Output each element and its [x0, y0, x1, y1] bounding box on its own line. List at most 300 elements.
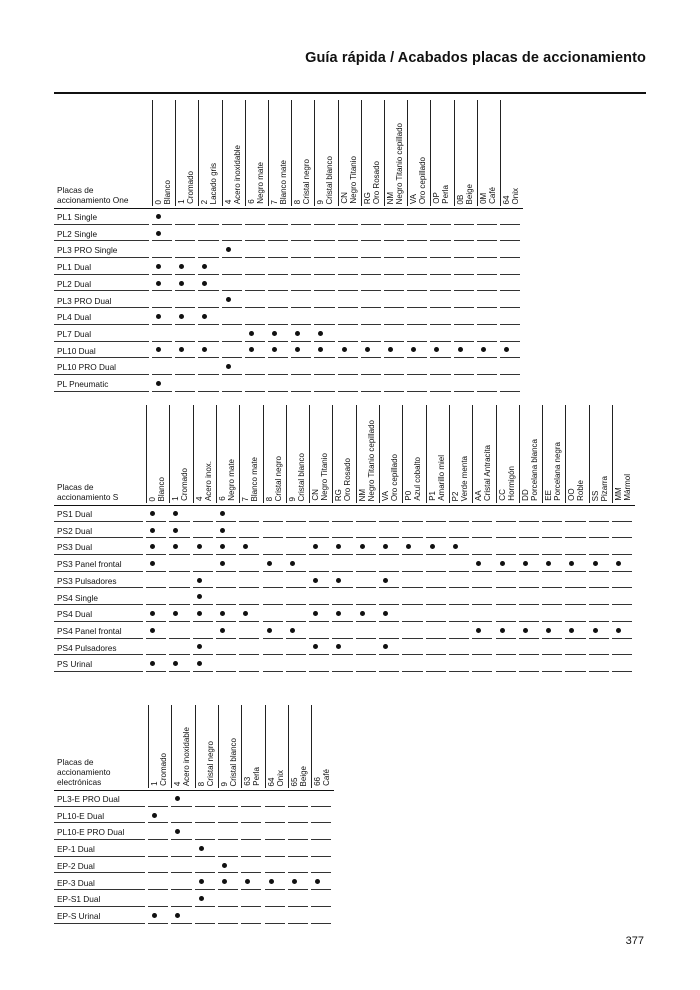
availability-dot — [336, 611, 341, 616]
availability-dot — [295, 347, 300, 352]
column-header — [454, 100, 477, 204]
column-header — [265, 705, 288, 786]
availability-dot — [222, 879, 227, 884]
row-label: PS Urinal — [57, 659, 93, 670]
table-header-label: Placas de accionamiento electrónicas — [57, 757, 111, 787]
row-label: EP-1 Dual — [57, 844, 95, 855]
availability-dot — [295, 331, 300, 336]
row-rule — [195, 923, 215, 924]
availability-dot — [152, 813, 157, 818]
row-rule — [146, 671, 166, 672]
availability-dot — [290, 628, 295, 633]
availability-dot — [434, 347, 439, 352]
finish-table-s — [54, 405, 635, 674]
table-row — [54, 907, 334, 924]
availability-dot — [199, 879, 204, 884]
column-header — [171, 705, 194, 786]
column-header — [402, 405, 425, 501]
row-label: PS4 Panel frontal — [57, 625, 122, 636]
row-label: PL10-E PRO Dual — [57, 827, 125, 838]
row-rule — [218, 923, 238, 924]
availability-dot — [156, 264, 161, 269]
table-row — [54, 505, 635, 522]
availability-dot — [267, 628, 272, 633]
availability-dot — [226, 297, 231, 302]
row-label: EP-3 Dual — [57, 877, 95, 888]
row-label: PL2 Single — [57, 228, 98, 239]
column-header-text: CN Negro Titanio — [339, 156, 358, 204]
availability-dot — [318, 331, 323, 336]
availability-dot — [336, 644, 341, 649]
row-label: PL3 PRO Dual — [57, 295, 112, 306]
row-rule — [426, 671, 446, 672]
column-header-text: MM Mármol — [614, 474, 632, 501]
availability-dot — [179, 264, 184, 269]
row-rule — [198, 391, 218, 392]
column-header-text: P0 Azul cobalto — [404, 457, 423, 501]
column-header — [426, 405, 449, 501]
availability-dot — [313, 578, 318, 583]
column-header — [169, 405, 192, 501]
availability-dot — [411, 347, 416, 352]
row-label: PS4 Pulsadores — [57, 642, 117, 653]
column-header-text: 63 Perla — [243, 767, 262, 786]
availability-dot — [202, 264, 207, 269]
column-header — [216, 405, 239, 501]
row-rule — [542, 671, 562, 672]
table-row — [54, 325, 523, 342]
column-header — [496, 405, 519, 501]
availability-dot — [173, 661, 178, 666]
table-row — [54, 292, 523, 309]
column-header-text: EE Porcelana negra — [544, 442, 563, 501]
availability-dot — [156, 281, 161, 286]
column-header-text: 8 Cristal negro — [293, 158, 312, 204]
availability-dot — [245, 879, 250, 884]
table-row — [54, 639, 635, 656]
row-rule — [430, 391, 450, 392]
row-rule — [54, 391, 149, 392]
availability-dot — [269, 879, 274, 884]
availability-dot — [202, 347, 207, 352]
availability-dot — [150, 528, 155, 533]
availability-dot — [290, 561, 295, 566]
column-header — [356, 405, 379, 501]
column-header — [449, 405, 472, 501]
column-header-text: P1 Amarillo miel — [427, 455, 446, 501]
table-row — [54, 522, 635, 539]
column-header — [263, 405, 286, 501]
row-rule — [175, 391, 195, 392]
column-header-text: 7 Blanco mate — [241, 456, 260, 501]
table-row — [54, 790, 334, 807]
row-rule — [565, 671, 585, 672]
availability-dot — [318, 347, 323, 352]
availability-dot — [360, 544, 365, 549]
availability-dot — [173, 611, 178, 616]
column-header — [245, 100, 268, 204]
row-label: PS2 Dual — [57, 525, 93, 536]
column-header-text: 1 Cromado — [171, 468, 190, 501]
availability-dot — [336, 578, 341, 583]
row-label: PL Pneumatic — [57, 379, 109, 389]
row-rule — [222, 391, 242, 392]
column-header-text: CN Negro Titanio — [311, 453, 330, 501]
column-header-text: 1 Cromado — [177, 171, 196, 204]
availability-dot — [593, 628, 598, 633]
availability-dot — [199, 896, 204, 901]
row-label: PS3 Pulsadores — [57, 575, 117, 586]
availability-dot — [197, 544, 202, 549]
row-label: PL10 PRO Dual — [57, 362, 117, 373]
table-row — [54, 605, 635, 622]
column-header — [268, 100, 291, 204]
availability-dot — [383, 611, 388, 616]
row-rule — [612, 671, 632, 672]
availability-dot — [249, 347, 254, 352]
availability-dot — [222, 863, 227, 868]
availability-dot — [150, 511, 155, 516]
column-header — [542, 405, 565, 501]
column-header-text: 64 Onix — [502, 187, 520, 204]
row-rule — [356, 671, 376, 672]
table-row — [54, 589, 635, 606]
row-label: PL7 Dual — [57, 328, 92, 339]
row-rule — [309, 671, 329, 672]
availability-dot — [156, 214, 161, 219]
availability-dot — [569, 628, 574, 633]
column-header — [612, 405, 635, 501]
table-row — [54, 823, 334, 840]
availability-dot — [388, 347, 393, 352]
column-header — [565, 405, 588, 501]
row-label: PS4 Dual — [57, 609, 93, 620]
row-rule — [245, 391, 265, 392]
availability-dot — [150, 628, 155, 633]
availability-dot — [226, 364, 231, 369]
row-rule — [291, 391, 311, 392]
column-header — [218, 705, 241, 786]
row-label: PL1 Single — [57, 212, 98, 222]
row-label: PL10 Dual — [57, 345, 96, 356]
availability-dot — [220, 511, 225, 516]
row-label: EP-S1 Dual — [57, 894, 101, 905]
row-rule — [407, 391, 427, 392]
row-rule — [239, 671, 259, 672]
availability-dot — [406, 544, 411, 549]
availability-dot — [152, 913, 157, 918]
availability-dot — [383, 578, 388, 583]
column-header — [407, 100, 430, 204]
availability-dot — [179, 347, 184, 352]
finish-table-one — [54, 100, 523, 394]
row-rule — [241, 923, 261, 924]
table-row — [54, 241, 523, 258]
availability-dot — [156, 381, 161, 386]
column-header-text: NM Negro Titanio cepillado — [386, 122, 404, 204]
column-header — [472, 405, 495, 501]
column-header — [239, 405, 262, 501]
finish-table-electronic — [54, 705, 334, 926]
column-header — [430, 100, 453, 204]
row-label: PS4 Single — [57, 592, 99, 603]
column-header-text: 0 Blanco — [148, 476, 166, 501]
availability-dot — [313, 611, 318, 616]
column-header — [338, 100, 361, 204]
column-header — [311, 705, 334, 786]
column-header-text: 9 Cristal blanco — [287, 452, 306, 501]
availability-dot — [220, 544, 225, 549]
availability-dot — [546, 561, 551, 566]
availability-dot — [458, 347, 463, 352]
column-header-text: RG Oro Rosado — [334, 457, 353, 501]
row-rule — [216, 671, 236, 672]
availability-dot — [360, 611, 365, 616]
column-header-text: 0B Beige — [455, 183, 474, 204]
table-row — [54, 225, 523, 242]
availability-dot — [156, 347, 161, 352]
availability-dot — [365, 347, 370, 352]
table-row — [54, 342, 523, 359]
row-rule — [171, 923, 191, 924]
column-header-text: 66 Café — [313, 769, 332, 786]
column-header — [309, 405, 332, 501]
column-header-text: 4 Acero inox. — [194, 460, 213, 501]
table-row — [54, 555, 635, 572]
column-header — [288, 705, 311, 786]
row-label: PL3-E PRO Dual — [57, 794, 120, 804]
availability-dot — [226, 247, 231, 252]
availability-dot — [199, 846, 204, 851]
availability-dot — [616, 561, 621, 566]
page-title: Guía rápida / Acabados placas de accionamiento — [305, 50, 646, 66]
column-header-text: NM Negro Titanio cepillado — [357, 419, 376, 501]
availability-dot — [197, 661, 202, 666]
row-label: EP-2 Dual — [57, 860, 95, 871]
availability-dot — [173, 544, 178, 549]
column-header-text: SS Pizarra — [590, 475, 609, 501]
row-rule — [169, 671, 189, 672]
column-header-text: 9 Cristal blanco — [316, 155, 335, 204]
column-header — [146, 405, 169, 501]
row-rule — [148, 923, 168, 924]
availability-dot — [243, 544, 248, 549]
availability-dot — [336, 544, 341, 549]
availability-dot — [315, 879, 320, 884]
table-header-label: Placas de accionamiento One — [57, 185, 129, 205]
row-rule — [454, 391, 474, 392]
column-header-text: 6 Negro mate — [217, 459, 236, 501]
page-number: 377 — [625, 935, 644, 947]
availability-dot — [476, 561, 481, 566]
column-header — [361, 100, 384, 204]
row-rule — [265, 923, 285, 924]
column-header — [500, 100, 523, 204]
availability-dot — [156, 314, 161, 319]
row-rule — [519, 671, 539, 672]
column-header — [152, 100, 175, 204]
availability-dot — [175, 913, 180, 918]
table-row — [54, 890, 334, 907]
column-header — [589, 405, 612, 501]
availability-dot — [267, 561, 272, 566]
availability-dot — [342, 347, 347, 352]
availability-dot — [500, 561, 505, 566]
row-label: EP-S Urinal — [57, 910, 101, 921]
availability-dot — [220, 628, 225, 633]
availability-dot — [220, 528, 225, 533]
column-header-text: DD Porcelana blanca — [520, 439, 539, 501]
availability-dot — [175, 829, 180, 834]
column-header-text: 65 Beige — [289, 765, 308, 786]
row-label: PS3 Panel frontal — [57, 559, 122, 570]
table-row — [54, 857, 334, 874]
availability-dot — [243, 611, 248, 616]
availability-dot — [150, 661, 155, 666]
column-header-text: 8 Cristal negro — [264, 455, 283, 501]
availability-dot — [202, 281, 207, 286]
table-row — [54, 874, 334, 891]
row-rule — [384, 391, 404, 392]
availability-dot — [197, 644, 202, 649]
table-row — [54, 655, 635, 672]
row-rule — [332, 671, 352, 672]
availability-dot — [249, 331, 254, 336]
column-header-text: OP Perla — [432, 185, 451, 204]
availability-dot — [523, 628, 528, 633]
availability-dot — [383, 544, 388, 549]
column-header — [477, 100, 500, 204]
row-rule — [449, 671, 469, 672]
availability-dot — [272, 331, 277, 336]
row-rule — [472, 671, 492, 672]
availability-dot — [313, 644, 318, 649]
column-header — [332, 405, 355, 501]
availability-dot — [197, 594, 202, 599]
column-header-text: 64 Onix — [266, 769, 285, 786]
column-header — [291, 100, 314, 204]
row-rule — [268, 391, 288, 392]
column-header-text: 2 Lacado gris — [200, 162, 219, 204]
availability-dot — [220, 611, 225, 616]
row-rule — [496, 671, 516, 672]
row-rule — [311, 923, 331, 924]
availability-dot — [197, 611, 202, 616]
row-rule — [589, 671, 609, 672]
availability-dot — [313, 544, 318, 549]
row-rule — [314, 391, 334, 392]
column-header-text: 4 Acero inoxidable — [173, 726, 192, 786]
column-header-text: 1 Cromado — [150, 753, 168, 786]
availability-dot — [523, 561, 528, 566]
row-rule — [152, 391, 172, 392]
row-label: PL10-E Dual — [57, 810, 105, 821]
column-header — [175, 100, 198, 204]
table-row — [54, 572, 635, 589]
column-header — [222, 100, 245, 204]
column-header — [241, 705, 264, 786]
availability-dot — [173, 511, 178, 516]
availability-dot — [476, 628, 481, 633]
column-header-text: 7 Blanco mate — [270, 159, 288, 204]
availability-dot — [546, 628, 551, 633]
availability-dot — [569, 561, 574, 566]
column-header-text: 8 Cristal negro — [196, 740, 215, 786]
availability-dot — [430, 544, 435, 549]
availability-dot — [481, 347, 486, 352]
availability-dot — [179, 281, 184, 286]
availability-dot — [173, 528, 178, 533]
availability-dot — [500, 628, 505, 633]
column-header-text: VA Oro cepillado — [409, 156, 428, 204]
row-rule — [193, 671, 213, 672]
row-rule — [54, 923, 145, 924]
availability-dot — [272, 347, 277, 352]
column-header — [195, 705, 218, 786]
availability-dot — [156, 231, 161, 236]
column-header-text: 6 Negro mate — [246, 162, 265, 204]
column-header-text: 9 Cristal blanco — [219, 737, 238, 786]
column-header-text: VA Oro cepillado — [381, 453, 399, 501]
row-rule — [338, 391, 358, 392]
column-header-text: P2 Verde menta — [450, 455, 469, 501]
availability-dot — [175, 796, 180, 801]
table-header-label: Placas de accionamiento S — [57, 482, 119, 502]
table-row — [54, 538, 635, 555]
row-rule — [263, 671, 283, 672]
availability-dot — [202, 314, 207, 319]
table-row — [54, 258, 523, 275]
row-rule — [402, 671, 422, 672]
row-label: PL1 Dual — [57, 262, 92, 273]
table-row — [54, 840, 334, 857]
column-header — [198, 100, 221, 204]
availability-dot — [593, 561, 598, 566]
column-header — [384, 100, 407, 204]
table-row — [54, 375, 523, 392]
row-rule — [54, 671, 143, 672]
row-label: PS1 Dual — [57, 509, 93, 519]
column-header-text: CC Hormigón — [497, 466, 516, 501]
availability-dot — [383, 644, 388, 649]
column-header-text: OO Roble — [567, 480, 586, 501]
column-header — [286, 405, 309, 501]
availability-dot — [150, 544, 155, 549]
table-row — [54, 275, 523, 292]
table-row — [54, 208, 523, 225]
row-rule — [288, 923, 308, 924]
availability-dot — [292, 879, 297, 884]
row-rule — [500, 391, 520, 392]
availability-dot — [150, 611, 155, 616]
title-rule — [54, 92, 646, 94]
column-header — [193, 405, 216, 501]
availability-dot — [504, 347, 509, 352]
availability-dot — [453, 544, 458, 549]
column-header-text: AA Cristal Antracita — [474, 444, 493, 501]
availability-dot — [220, 561, 225, 566]
availability-dot — [616, 628, 621, 633]
row-rule — [286, 671, 306, 672]
column-header — [379, 405, 402, 501]
column-header — [148, 705, 171, 786]
column-header-text: 0M Café — [478, 187, 497, 204]
column-header-text: 4 Acero inoxidable — [223, 144, 242, 204]
availability-dot — [150, 561, 155, 566]
row-label: PL3 PRO Single — [57, 245, 118, 256]
column-header-text: RG Oro Rosado — [362, 160, 381, 204]
row-label: PS3 Dual — [57, 542, 93, 553]
